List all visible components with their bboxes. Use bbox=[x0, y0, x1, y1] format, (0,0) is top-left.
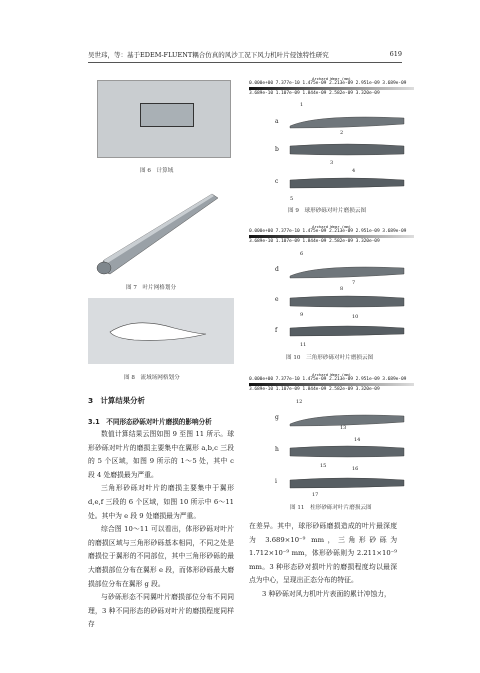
right-column-text bbox=[249, 520, 397, 602]
blade-segment bbox=[288, 472, 406, 494]
marker-number: 7 bbox=[352, 280, 356, 286]
marker-number: 14 bbox=[354, 437, 361, 443]
page-number: 619 bbox=[389, 50, 402, 58]
blade-segment bbox=[288, 290, 406, 312]
panel-label: f bbox=[275, 327, 278, 334]
scale-title: Archard Wear (mm) bbox=[312, 372, 351, 377]
blade-segment bbox=[288, 172, 406, 194]
marker-number: 1 bbox=[300, 102, 304, 108]
figure-7-caption: 图 7 叶片网格划分 bbox=[126, 285, 177, 291]
marker-number: 11 bbox=[300, 342, 307, 348]
blade-segment bbox=[288, 258, 406, 280]
marker-number: 2 bbox=[340, 130, 344, 136]
panel-label: d bbox=[275, 266, 279, 273]
paragraph-3: 综合图 10～11 可以看出，体形砂砾对叶片的磨损区域与三角形砂砾基本相同，不同之处是磨损位于翼形的不同部位，其中三角形砂砾的最大磨损部位分布在翼形 e 段，而体形砂砾最大磨损部位分布在翼形 g 段。 bbox=[88, 525, 234, 588]
panel-label: a bbox=[275, 118, 279, 125]
panel-label: h bbox=[275, 446, 279, 453]
wear-scale-fig9 bbox=[249, 76, 414, 96]
wear-scale-fig10 bbox=[249, 224, 414, 244]
color-bar bbox=[249, 87, 414, 90]
computational-domain-figure bbox=[97, 80, 231, 158]
scale-top-values: 0.000e+00 7.377e-10 1.475e-09 2.213e-09 2.951e-09 3.689e-09 bbox=[249, 81, 407, 86]
figure-10-caption: 图 10 三角形砂砾对叶片磨损云图 bbox=[286, 355, 374, 361]
blade-mesh-figure bbox=[90, 188, 230, 278]
page-header bbox=[88, 50, 402, 63]
running-title: 吴世玮，等：基于EDEM-FLUENT耦合仿真的风沙工况下风力机叶片侵蚀特性研究 bbox=[88, 51, 329, 59]
scale-bottom-values: 3.689e-10 1.107e-09 1.844e-09 2.582e-09 3.320e-09 bbox=[249, 91, 380, 96]
blade-segment bbox=[288, 406, 406, 428]
left-column-text bbox=[88, 428, 234, 632]
paragraph-4: 与砂砾形态不同翼叶片磨损部位分布不同同理，3 种不同形态的砂砾对叶片的磨损程度同样存 bbox=[88, 593, 234, 629]
figure-6-caption: 图 6 计算域 bbox=[140, 168, 174, 174]
figure-11-caption: 图 11 柱形砂砾对叶片磨损云图 bbox=[290, 505, 372, 511]
marker-number: 16 bbox=[352, 466, 359, 472]
marker-number: 5 bbox=[290, 196, 294, 202]
scale-title: Archard Wear (mm) bbox=[312, 76, 351, 81]
marker-number: 3 bbox=[330, 160, 334, 166]
scale-bottom-values: 3.689e-10 1.107e-09 1.844e-09 2.582e-09 3.320e-09 bbox=[249, 239, 380, 244]
figure-8-caption: 图 8 流域场网格划分 bbox=[124, 375, 180, 381]
marker-number: 15 bbox=[320, 463, 327, 469]
marker-number: 4 bbox=[352, 168, 356, 174]
marker-number: 6 bbox=[300, 251, 304, 257]
marker-number: 13 bbox=[340, 425, 347, 431]
panel-label: i bbox=[275, 478, 277, 485]
color-bar bbox=[249, 383, 414, 386]
scale-title: Archard Wear (mm) bbox=[312, 224, 351, 229]
panel-label: c bbox=[275, 178, 279, 185]
paragraph-5: 3 种砂砾对风力机叶片表面的累计冲蚀力， bbox=[262, 589, 391, 598]
marker-number: 12 bbox=[296, 399, 303, 405]
paragraph-2: 三角形砂砾对叶片的磨损主要集中于翼形 d,e,f 三段的 6 个区域，如图 10 所示中 6～11 处。其中为 e 段 9 处磨损最为严重。 bbox=[88, 484, 234, 520]
wear-scale-fig11 bbox=[249, 372, 414, 392]
section-heading: 3 计算结果分析 bbox=[88, 396, 145, 405]
color-bar bbox=[249, 235, 414, 238]
scale-top-values: 0.000e+00 7.377e-10 1.475e-09 2.213e-09 2.951e-09 3.689e-09 bbox=[249, 229, 407, 234]
paragraph-1: 数值计算结果云图如图 9 至图 11 所示。球形砂砾对叶片的磨损主要集中在翼形 a,b,c 三段的 5 个区域，如图 9 所示的 1～5 处，其中 c 段 4 处磨损最为严重。 bbox=[88, 430, 234, 479]
figure-9-caption: 图 9 球形砂砾对叶片磨损云图 bbox=[288, 208, 367, 214]
panel-label: b bbox=[275, 146, 279, 153]
blade-segment bbox=[288, 138, 406, 160]
marker-number: 10 bbox=[352, 314, 359, 320]
marker-number: 17 bbox=[312, 492, 319, 498]
flow-field-mesh-figure bbox=[88, 298, 234, 364]
blade-segment bbox=[288, 108, 406, 130]
marker-number: 9 bbox=[300, 312, 304, 318]
blade-segment bbox=[288, 320, 406, 342]
panel-label: e bbox=[275, 296, 279, 303]
scale-top-values: 0.000e+00 7.377e-10 1.475e-09 2.213e-09 2.951e-09 3.689e-09 bbox=[249, 377, 407, 382]
scale-bottom-values: 3.689e-10 1.107e-09 1.844e-09 2.582e-09 3.320e-09 bbox=[249, 387, 380, 392]
blade-segment bbox=[288, 440, 406, 462]
panel-label: g bbox=[275, 414, 279, 421]
subsection-heading: 3.1 不同形态砂砾对叶片磨损的影响分析 bbox=[88, 418, 212, 426]
marker-number: 8 bbox=[340, 286, 344, 292]
paragraph-continued: 在差异。其中，球形砂砾磨损造成的叶片最深度为 3.689×10⁻⁹ mm，三角形砂砾为 1.712×10⁻⁹ mm，体形砂砾则为 2.211×10⁻⁹ mm。3 种形态砂对损叶片的磨损程度均以最深点为中心，呈现出正态分布的特征。 bbox=[249, 522, 397, 585]
